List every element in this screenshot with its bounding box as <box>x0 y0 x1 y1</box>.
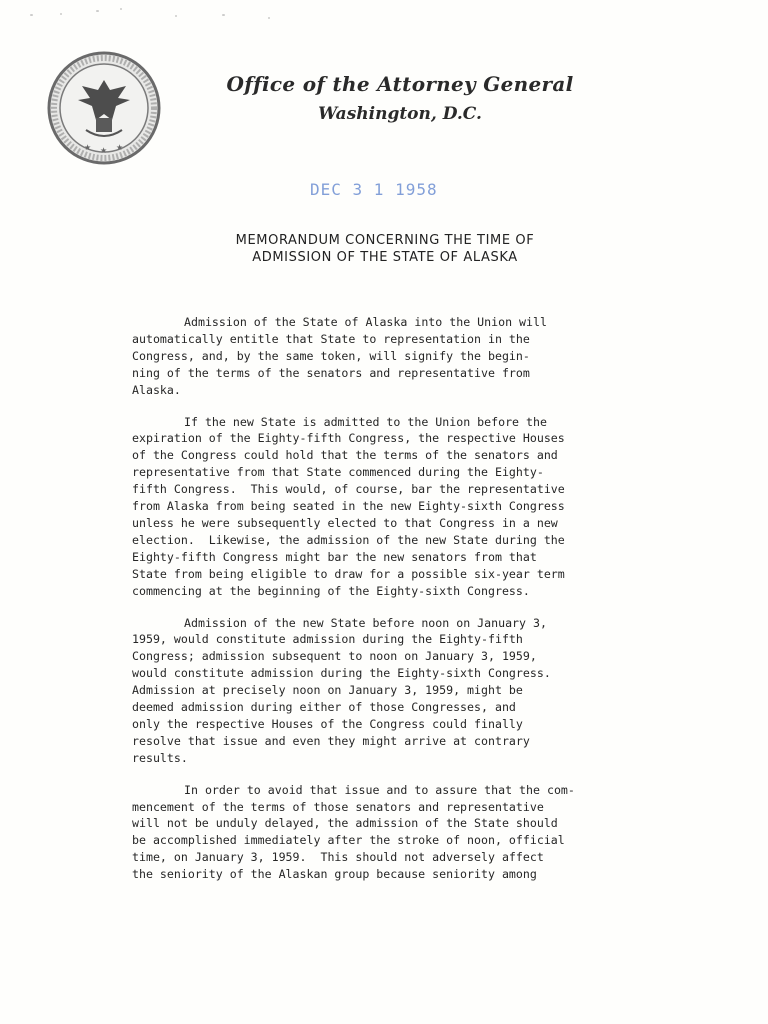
svg-text:★: ★ <box>84 143 92 152</box>
scan-speck <box>222 14 225 16</box>
paragraph-line: Admission of the new State before noon on January 3, <box>184 615 547 630</box>
paragraph-line: State from being eligible to draw for a possible six-year term <box>132 566 565 581</box>
paragraph-line: In order to avoid that issue and to assure that the com- <box>184 782 575 797</box>
paragraph-line: be accomplished immediately after the stroke of noon, official <box>132 833 565 848</box>
paragraph-line: resolve that issue and even they might arrive at contrary <box>132 733 530 748</box>
scan-speck <box>96 10 99 12</box>
paragraph-line: 1959, would constitute admission during the Eighty-fifth <box>132 632 523 647</box>
department-of-justice-seal-icon <box>46 50 162 166</box>
paragraph-line: Alaska. <box>132 382 181 397</box>
date-received-stamp: DEC 3 1 1958 <box>310 180 438 199</box>
scan-speck <box>60 13 62 15</box>
memorandum-title-line-2: ADMISSION OF THE STATE OF ALASKA <box>252 250 518 265</box>
memorandum-title <box>150 232 620 266</box>
paragraph-line: the seniority of the Alaskan group because seniority among <box>132 867 537 882</box>
paragraph-line: Congress; admission subsequent to noon on January 3, 1959, <box>132 649 537 664</box>
svg-text:★: ★ <box>116 143 124 152</box>
paragraph-line: only the respective Houses of the Congress could finally <box>132 716 523 731</box>
paragraph <box>132 414 684 600</box>
paragraph-line: ning of the terms of the senators and representative from <box>132 365 530 380</box>
memorandum-body <box>132 314 684 898</box>
paragraph-line: If the new State is admitted to the Union before the <box>184 414 547 429</box>
paragraph-line: automatically entitle that State to representation in the <box>132 331 530 346</box>
paragraph-line: Admission of the State of Alaska into the Union will <box>184 315 547 329</box>
letterhead-office: Office of the Attorney General <box>226 72 574 96</box>
paragraph-line: mencement of the terms of those senators and representative <box>132 799 544 814</box>
paragraph-line: election. Likewise, the admission of the new State during the <box>132 532 565 547</box>
paragraph <box>132 314 684 399</box>
paragraph-line: will not be unduly delayed, the admission of the State should <box>132 816 558 831</box>
letterhead <box>200 70 600 126</box>
paragraph-line: unless he were subsequently elected to that Congress in a new <box>132 515 558 530</box>
svg-text:★: ★ <box>100 146 108 155</box>
paragraph-line: results. <box>132 750 188 765</box>
paragraph-line: time, on January 3, 1959. This should not adversely affect <box>132 850 544 865</box>
scan-speck <box>175 15 177 17</box>
paragraph <box>132 615 684 767</box>
paragraph-line: of the Congress could hold that the terms of the senators and <box>132 448 558 463</box>
paragraph <box>132 782 684 883</box>
paragraph-line: deemed admission during either of those Congresses, and <box>132 700 516 715</box>
scan-speck <box>268 17 270 19</box>
paragraph-line: commencing at the beginning of the Eighty-sixth Congress. <box>132 583 530 598</box>
paragraph-line: Eighty-fifth Congress might bar the new senators from that <box>132 549 537 564</box>
paragraph-line: representative from that State commenced during the Eighty- <box>132 465 544 480</box>
paragraph-line: Admission at precisely noon on January 3, 1959, might be <box>132 683 523 698</box>
paragraph-line: from Alaska from being seated in the new Eighty-sixth Congress <box>132 499 565 514</box>
scan-speck <box>120 8 122 10</box>
paragraph-line: expiration of the Eighty-fifth Congress, the respective Houses <box>132 431 565 446</box>
letterhead-city: Washington, D.C. <box>318 104 482 124</box>
memorandum-title-line-1: MEMORANDUM CONCERNING THE TIME OF <box>235 233 535 248</box>
paragraph-line: fifth Congress. This would, of course, bar the representative <box>132 482 565 497</box>
scan-speck <box>30 14 33 16</box>
paragraph-line: would constitute admission during the Eighty-sixth Congress. <box>132 666 551 681</box>
paragraph-line: Congress, and, by the same token, will signify the begin- <box>132 348 530 363</box>
